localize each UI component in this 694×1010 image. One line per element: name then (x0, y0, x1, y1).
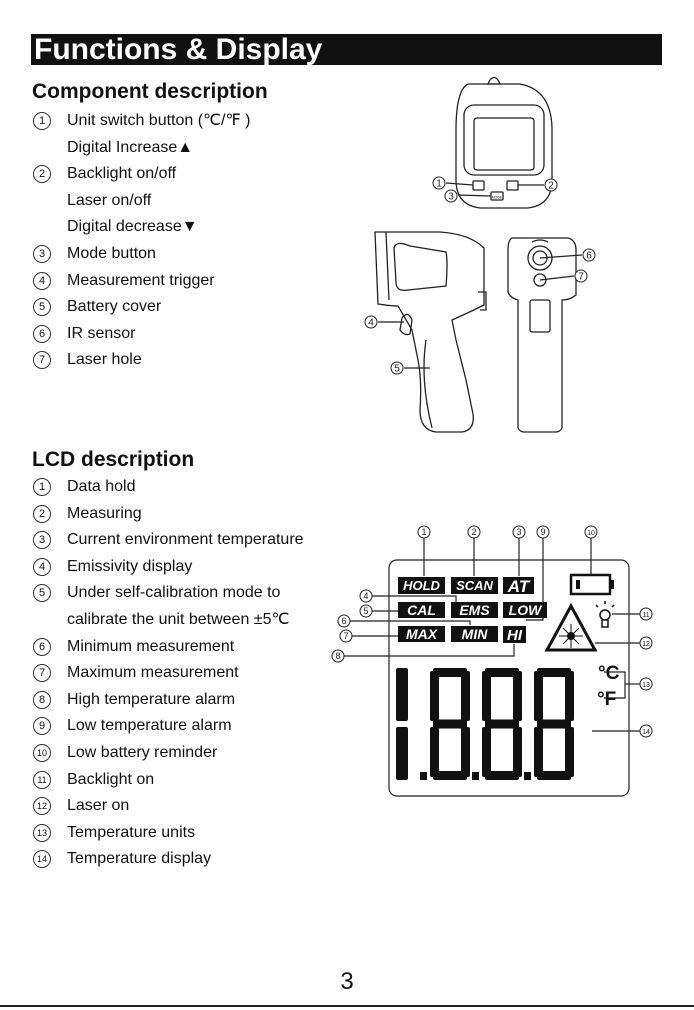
mode-button-label: MODE (491, 195, 503, 200)
decimal-point (420, 772, 427, 780)
item-text: Digital decrease▼ (67, 218, 198, 236)
footer-rule (0, 1005, 694, 1007)
item-text: Current environment temperature (67, 531, 304, 549)
callout-lcd-4: 4 (363, 591, 369, 601)
digit-segment (461, 727, 470, 777)
item-number: 9 (33, 717, 51, 735)
item-text: Under self-calibration mode to (67, 584, 281, 602)
item-text: Laser on (67, 797, 130, 815)
unit-celsius: °C (598, 663, 620, 684)
digit-segment (485, 720, 519, 729)
lcd-hi-label: HI (507, 627, 522, 644)
lcd-min-label: MIN (461, 626, 488, 642)
item-text: Laser hole (67, 351, 142, 369)
item-number: 8 (33, 691, 51, 709)
callout-lcd-1: 1 (421, 527, 427, 537)
decimal-point (472, 772, 479, 780)
item-number: 2 (33, 165, 51, 183)
backlight-bulb-icon (596, 601, 614, 627)
item-number: 5 (33, 298, 51, 316)
lcd-max-label: MAX (405, 626, 438, 642)
lcd-scan-label: SCAN (456, 578, 493, 593)
item-number: 4 (33, 558, 51, 576)
digit-segment (537, 720, 571, 729)
thermometer-illustration (330, 70, 630, 440)
digit-segment (433, 720, 467, 729)
callout-lcd-5: 5 (363, 606, 369, 616)
callout-device-3: 3 (448, 191, 454, 203)
item-number: 2 (33, 505, 51, 523)
digit-segment (534, 671, 543, 721)
item-number: 12 (33, 797, 51, 815)
item-text: Maximum measurement (67, 664, 239, 682)
callout-device-6: 6 (586, 250, 592, 262)
item-text: High temperature alarm (67, 690, 236, 708)
item-text: IR sensor (67, 324, 136, 342)
callout-device-1: 1 (436, 178, 442, 190)
item-number: 14 (33, 850, 51, 868)
item-number: 3 (33, 245, 51, 263)
item-number: 7 (33, 351, 51, 369)
item-text: Temperature display (67, 850, 212, 868)
lcd-hold-label: HOLD (403, 578, 440, 593)
item-text: Unit switch button (℃/℉ ) (67, 112, 251, 129)
callout-lcd-7: 7 (343, 631, 349, 641)
callout-device-2: 2 (548, 180, 554, 192)
digit-segment (461, 671, 470, 721)
digit-segment (482, 727, 491, 777)
item-text: Laser on/off (67, 191, 152, 209)
callout-lcd-6: 6 (341, 616, 347, 626)
item-number: 6 (33, 325, 51, 343)
callout-device-5: 5 (394, 363, 400, 375)
item-text: Mode button (67, 245, 156, 262)
item-number: 5 (33, 584, 51, 602)
item-number: 3 (33, 531, 51, 549)
page-number: 3 (340, 968, 354, 995)
item-number: 10 (33, 744, 51, 762)
callout-lcd-14: 14 (642, 729, 650, 736)
lcd-heading: LCD description (32, 448, 195, 471)
item-text: calibrate the unit between ±5℃ (67, 611, 290, 628)
item-number: 7 (33, 664, 51, 682)
section-title: Functions & Display (34, 33, 323, 66)
item-text: Measuring (67, 504, 142, 522)
digit-segment (565, 727, 574, 777)
component-heading: Component description (32, 80, 268, 103)
unit-fahrenheit: °F (597, 689, 617, 710)
callout-device-7: 7 (578, 271, 584, 283)
lcd-ems-label: EMS (459, 602, 490, 618)
digit-segment (396, 727, 408, 780)
callout-lcd-9: 9 (540, 527, 546, 537)
item-text: Measurement trigger (67, 271, 215, 289)
digit-segment (430, 727, 439, 777)
item-number: 13 (33, 824, 51, 842)
callout-lcd-11: 11 (642, 612, 650, 619)
laser-warning-icon (547, 606, 595, 650)
digit-segment (482, 671, 491, 721)
item-number: 1 (33, 478, 51, 496)
digit-segment (430, 671, 439, 721)
item-text: Battery cover (67, 298, 162, 316)
lcd-low-label: LOW (508, 602, 542, 618)
digit-segment (513, 671, 522, 721)
callout-lcd-2: 2 (471, 527, 477, 537)
callout-lcd-3: 3 (516, 527, 522, 537)
digit-segment (534, 727, 543, 777)
item-text: Temperature units (67, 823, 196, 841)
item-number: 11 (33, 771, 51, 789)
item-text: Backlight on (67, 770, 155, 788)
item-text: Data hold (67, 478, 136, 495)
item-number: 6 (33, 638, 51, 656)
item-text: Minimum measurement (67, 637, 235, 655)
digit-segment (513, 727, 522, 777)
callout-lcd-13: 13 (642, 682, 650, 689)
item-text: Low battery reminder (67, 744, 218, 761)
section-title-banner (31, 34, 662, 65)
item-number: 1 (33, 112, 51, 130)
item-text: Digital Increase▲ (67, 138, 194, 156)
callout-lcd-12: 12 (642, 641, 650, 648)
decimal-point (524, 772, 531, 780)
item-number: 4 (33, 272, 51, 290)
item-text: Low temperature alarm (67, 717, 232, 735)
lcd-at-label: AT (507, 577, 530, 596)
callout-lcd-8: 8 (335, 651, 341, 661)
item-text: Backlight on/off (67, 165, 177, 183)
digit-segment (565, 671, 574, 721)
lcd-cal-label: CAL (407, 602, 436, 618)
digit-segment (396, 668, 408, 721)
seven-segment-digits (396, 668, 574, 780)
item-text: Emissivity display (67, 557, 193, 575)
lcd-illustration (330, 520, 660, 810)
callout-lcd-10: 10 (587, 530, 595, 537)
battery-icon (571, 575, 614, 594)
callout-device-4: 4 (368, 317, 374, 329)
